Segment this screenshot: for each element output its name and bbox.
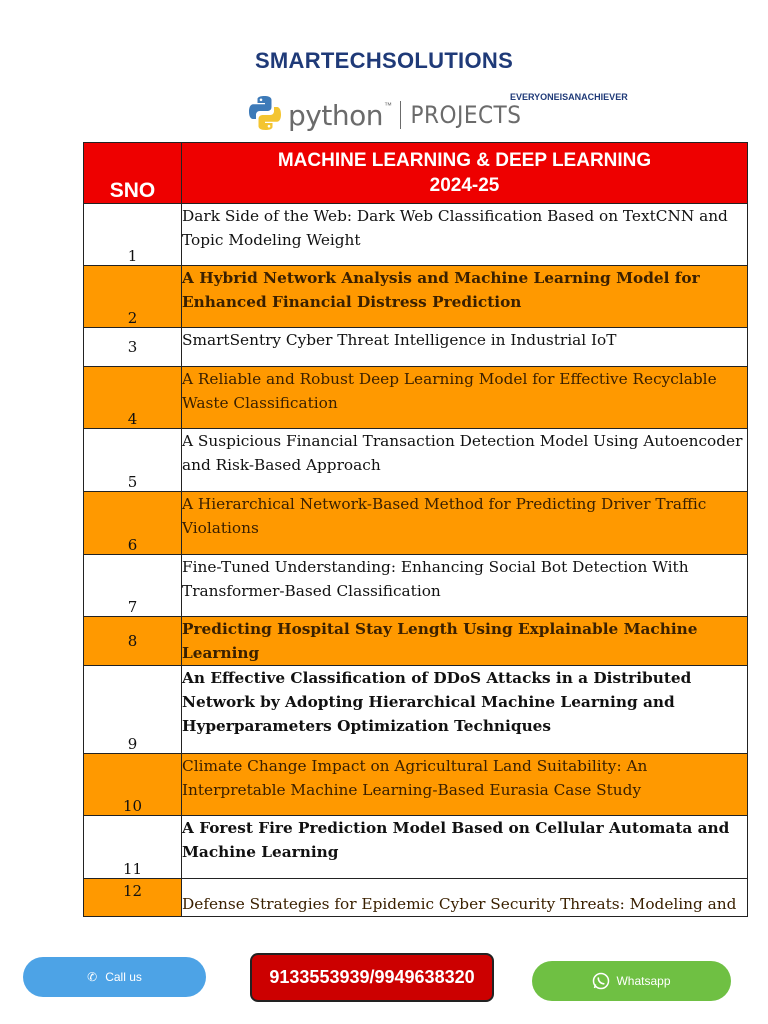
phone-numbers: 9133553939/9949638320 [250, 953, 494, 1002]
brand-title: SMARTECHSOLUTIONS [254, 48, 514, 73]
table-row [84, 204, 748, 266]
logo-divider [400, 101, 402, 129]
row-sno: 12 [84, 879, 182, 917]
row-title: Fine-Tuned Understanding: Enhancing Social Bot Detection With Transformer-Based Classification [182, 555, 748, 617]
whatsapp-button[interactable] [532, 961, 731, 1001]
table-row [84, 328, 748, 367]
table-row [84, 492, 748, 555]
title-header-line1: MACHINE LEARNING & DEEP LEARNING [277, 150, 652, 171]
table-row [84, 555, 748, 617]
projects-wordmark: PROJECTS [410, 101, 522, 129]
python-wordmark: python [288, 98, 383, 132]
row-title: Climate Change Impact on Agricultural Land Suitability: An Interpretable Machine Learning-Based Eurasia Case Study [182, 754, 748, 816]
title-column-header [182, 143, 748, 204]
projects-table [83, 142, 748, 917]
row-sno: 1 [84, 204, 182, 266]
row-title: A Suspicious Financial Transaction Detection Model Using Autoencoder and Risk-Based Approach [182, 429, 748, 492]
trademark-mark: ™ [383, 101, 392, 110]
row-sno: 2 [84, 266, 182, 328]
row-sno: 5 [84, 429, 182, 492]
phone-icon: ✆ [87, 970, 98, 984]
row-title: A Hierarchical Network-Based Method for Predicting Driver Traffic Violations [182, 492, 748, 555]
call-us-label: Call us [105, 970, 142, 984]
python-projects-logo [248, 95, 521, 135]
title-header-line2: 2024-25 [429, 175, 500, 196]
table-row [84, 879, 748, 917]
row-sno: 11 [84, 816, 182, 879]
whatsapp-label: Whatsapp [616, 974, 671, 988]
row-sno: 6 [84, 492, 182, 555]
row-title: Defense Strategies for Epidemic Cyber Security Threats: Modeling and [182, 879, 748, 917]
row-sno: 10 [84, 754, 182, 816]
row-title: Dark Side of the Web: Dark Web Classification Based on TextCNN and Topic Modeling Weight [182, 204, 748, 266]
table-row [84, 816, 748, 879]
row-sno: 4 [84, 367, 182, 429]
whatsapp-icon [592, 972, 610, 990]
row-title: An Effective Classification of DDoS Attacks in a Distributed Network by Adopting Hierarchical Machine Learning and Hyperparameters Optimization Techniques [182, 666, 748, 754]
row-title: A Hybrid Network Analysis and Machine Learning Model for Enhanced Financial Distress Prediction [182, 266, 748, 328]
table-row [84, 617, 748, 666]
row-sno: 8 [84, 617, 182, 666]
row-title: A Forest Fire Prediction Model Based on Cellular Automata and Machine Learning [182, 816, 748, 879]
call-us-button[interactable] [23, 957, 206, 997]
row-sno: 3 [84, 328, 182, 367]
python-logo-icon [248, 95, 282, 135]
tagline: EVERYONEISANACHIEVER [510, 92, 628, 102]
row-title: Predicting Hospital Stay Length Using Explainable Machine Learning [182, 617, 748, 666]
table-row [84, 429, 748, 492]
row-sno: 9 [84, 666, 182, 754]
row-title: SmartSentry Cyber Threat Intelligence in Industrial IoT [182, 328, 748, 367]
table-row [84, 367, 748, 429]
table-header-row [84, 143, 748, 204]
table-row [84, 266, 748, 328]
row-title: A Reliable and Robust Deep Learning Model for Effective Recyclable Waste Classification [182, 367, 748, 429]
row-sno: 7 [84, 555, 182, 617]
sno-column-header: SNO [84, 143, 182, 204]
table-row [84, 666, 748, 754]
table-row [84, 754, 748, 816]
